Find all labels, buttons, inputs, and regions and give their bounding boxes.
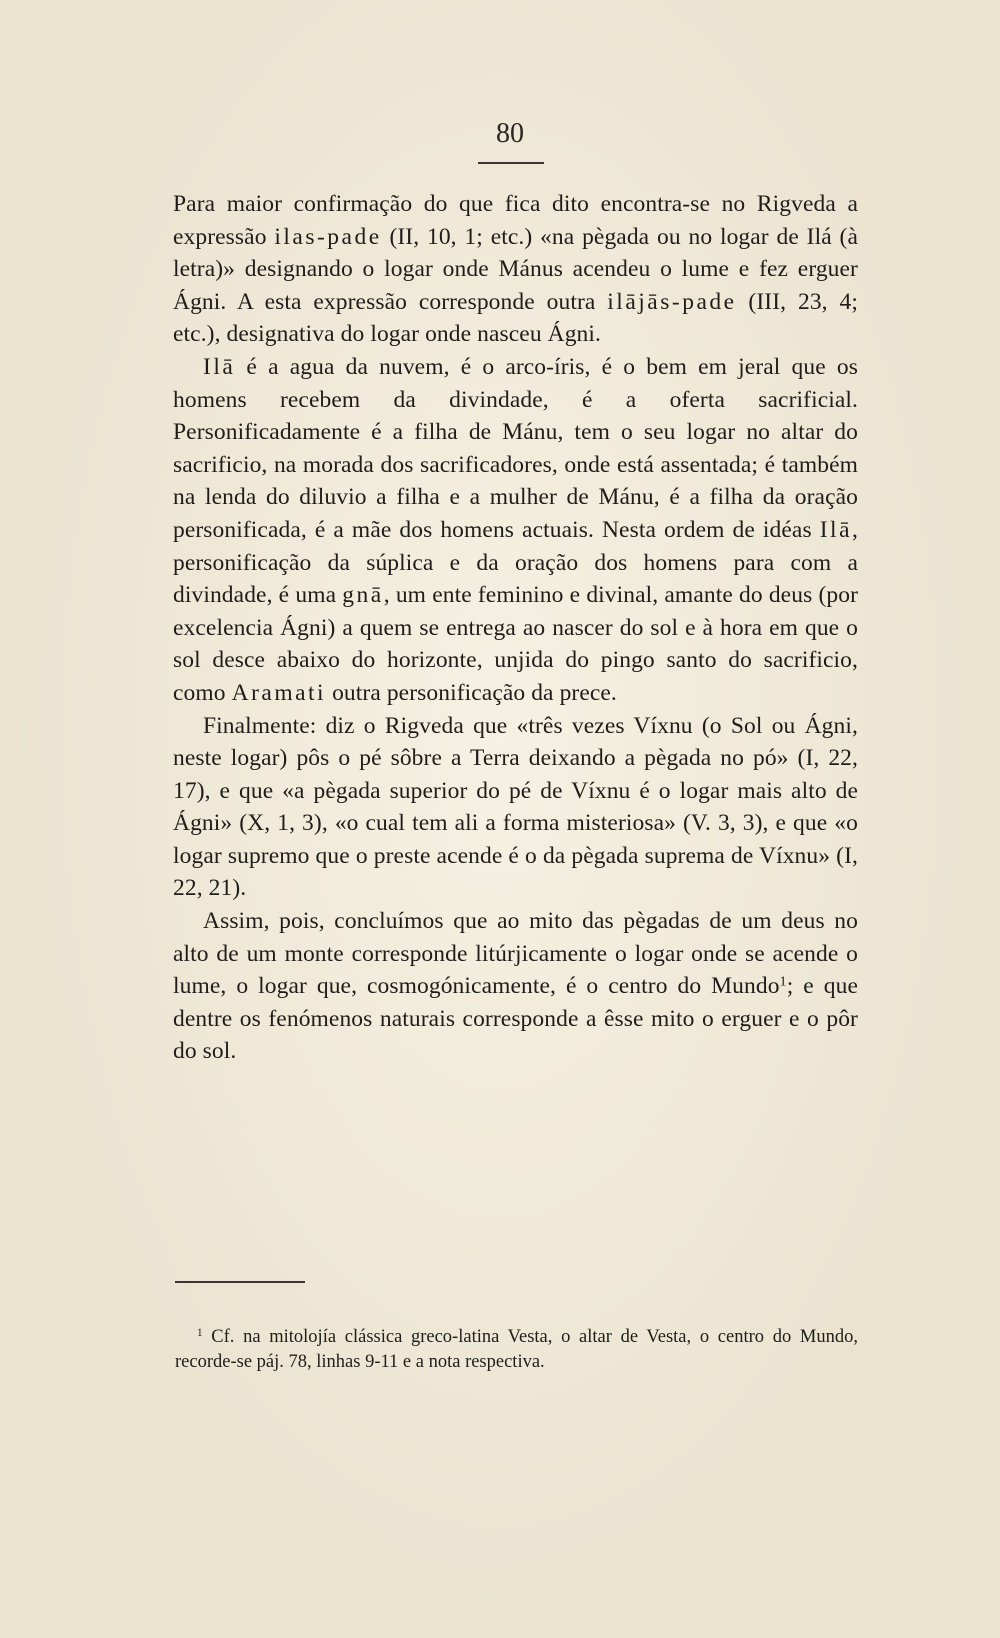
spaced-term: Ilā	[819, 516, 853, 543]
footnote-body: Cf. na mitolojía clássica greco-latina Vesta, o altar de Vesta, o centro do Mundo, recorde-se páj. 78, linhas 9-11 e a nota respectiva.	[175, 1327, 858, 1372]
text-run: (II, 10, 1; etc.) «na pègada ou no logar de Ilá (à letra)» designando o logar onde Mánus acendeu o lume e fez erguer Ágni. A esta expressão corresponde outra	[173, 223, 858, 315]
text-run: Finalmente: diz o Rigveda que «três vezes Víxnu (o Sol ou Ágni, neste logar) pôs o pé sôbre a Terra deixando a pègada no pó» (I, 22, 17), e que «a pègada superior do pé de Víxnu é o logar mais alto de Ágni» (X, 1, 3), «o cual tem ali a forma misteriosa» (V. 3, 3), e que «o logar supremo que o preste acende é o da pègada suprema de Víxnu» (I, 22, 21).	[173, 712, 858, 902]
page-number: 80	[496, 118, 524, 149]
footnote-text	[175, 1325, 858, 1375]
spaced-term: Aramati	[231, 679, 327, 706]
text-run: , um ente feminino e divinal, amante do deus (por excelencia Ágni) a quem se entrega ao nascer do sol e à hora em que o sol desce abaixo do horizonte, unjida do pingo santo do sacrificio, como	[173, 582, 859, 706]
spaced-term: gnā	[342, 582, 384, 609]
spaced-term: ilas-pade	[274, 223, 382, 250]
footnote-reference: 1	[779, 973, 787, 990]
text-run: ; e que dentre os fenómenos naturais corresponde a êsse mito o erguer e o pôr do sol.	[173, 973, 858, 1065]
text-run: Para maior confirmação do que fica dito encontra-se no Rigveda a expressão	[173, 191, 858, 250]
footnote	[175, 1325, 858, 1375]
paragraph-3	[173, 710, 858, 906]
paragraph-4	[173, 905, 858, 1068]
footnote-marker: 1	[197, 1326, 203, 1339]
spaced-term: ilājās-pade	[607, 288, 737, 315]
spaced-term: Ilā	[203, 353, 236, 380]
body-text	[173, 188, 858, 1068]
text-run: outra personificação da prece.	[326, 679, 617, 706]
text-run: é a agua da nuvem, é o arco-íris, é o bem em jeral que os homens recebem da divindade, é a oferta sacrificial. Personificadamente é a filha de Mánu, tem o seu logar no altar do sacrificio, na morada dos sacrificadores, onde está assentada; é também na lenda do diluvio a filha e a mulher de Mánu, é a filha da oração personificada, é a mãe dos homens actuais. Nesta ordem de idéas	[173, 353, 858, 543]
header-rule	[478, 162, 544, 164]
paragraph-2	[173, 351, 858, 710]
paragraph-1	[173, 188, 858, 351]
text-run: Assim, pois, concluímos que ao mito das pègadas de um deus no alto de um monte corresponde litúrjicamente o logar onde se acende o lume, o logar que, cosmogónicamente, é o centro do Mundo	[173, 908, 858, 1000]
text-run: , personificação da súplica e da oração dos homens para com a divindade, é uma	[173, 516, 858, 609]
footnote-rule	[175, 1281, 305, 1283]
text-run: (III, 23, 4; etc.), designativa do logar onde nasceu Ágni.	[173, 288, 858, 348]
